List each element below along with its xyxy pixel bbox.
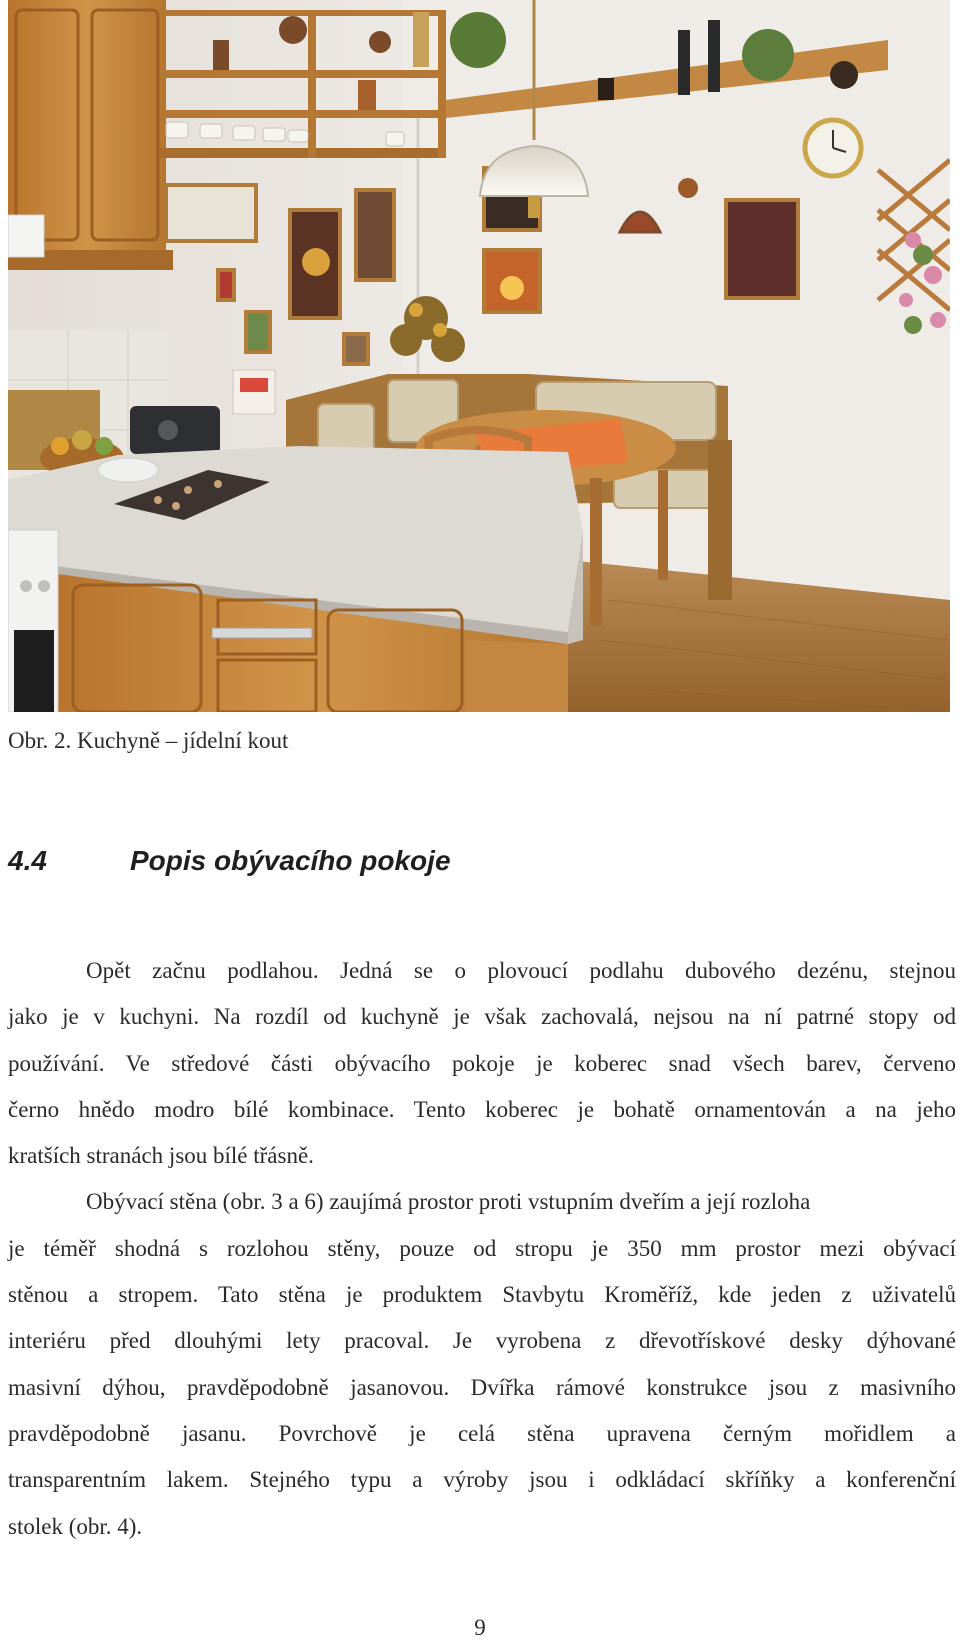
paragraph-line: stolek (obr. 4). [8,1513,143,1539]
kitchen-photo-drawing [8,0,950,712]
paragraph-line: je téměř shodná s rozlohou stěny, pouze od stropu je 350 mm prostor mezi obývací [8,1235,956,1261]
paragraph-line: transparentním lakem. Stejného typu a výroby jsou i odkládací skříňky a konferenční [8,1467,956,1493]
kitchen-photo [8,0,950,712]
paragraph-line: černo hnědo modro bílé kombinace. Tento koberec je bohatě ornamentován a na jeho [8,1096,956,1122]
section-heading [8,845,451,877]
paragraph-line: masivní dýhou, pravděpodobně jasanovou. Dvířka rámové konstrukce jsou z masivního [8,1374,956,1400]
paragraph-line: používání. Ve středové části obývacího pokoje je koberec snad všech barev, červeno [8,1050,956,1076]
section-title: Popis obývacího pokoje [130,845,451,876]
paragraph-line: Obývací stěna (obr. 3 a 6) zaujímá prostor proti vstupním dveřím a její rozloha [86,1189,811,1215]
paragraph-line: Opět začnu podlahou. Jedná se o plovoucí podlahu dubového dezénu, stejnou [86,958,956,983]
paragraph-line: pravděpodobně jasanu. Povrchově je celá stěna upravena černým mořidlem a [8,1420,956,1446]
figure-caption: Obr. 2. Kuchyně – jídelní kout [8,728,289,753]
paragraph-line: kratších stranách jsou bílé třásně. [8,1143,314,1169]
page-number: 9 [474,1615,486,1640]
paragraph-line: stěnou a stropem. Tato stěna je produktem Stavbytu Kroměříž, kde jeden z uživatelů [8,1282,956,1308]
section-number: 4.4 [8,845,47,876]
body-text [8,948,956,1550]
paragraph-line: interiéru před dlouhými lety pracoval. Je vyrobena z dřevotřískové desky dýhované [8,1328,956,1354]
paragraph-line: jako je v kuchyni. Na rozdíl od kuchyně je však zachovalá, nejsou na ní patrné stopy od [8,1004,956,1030]
